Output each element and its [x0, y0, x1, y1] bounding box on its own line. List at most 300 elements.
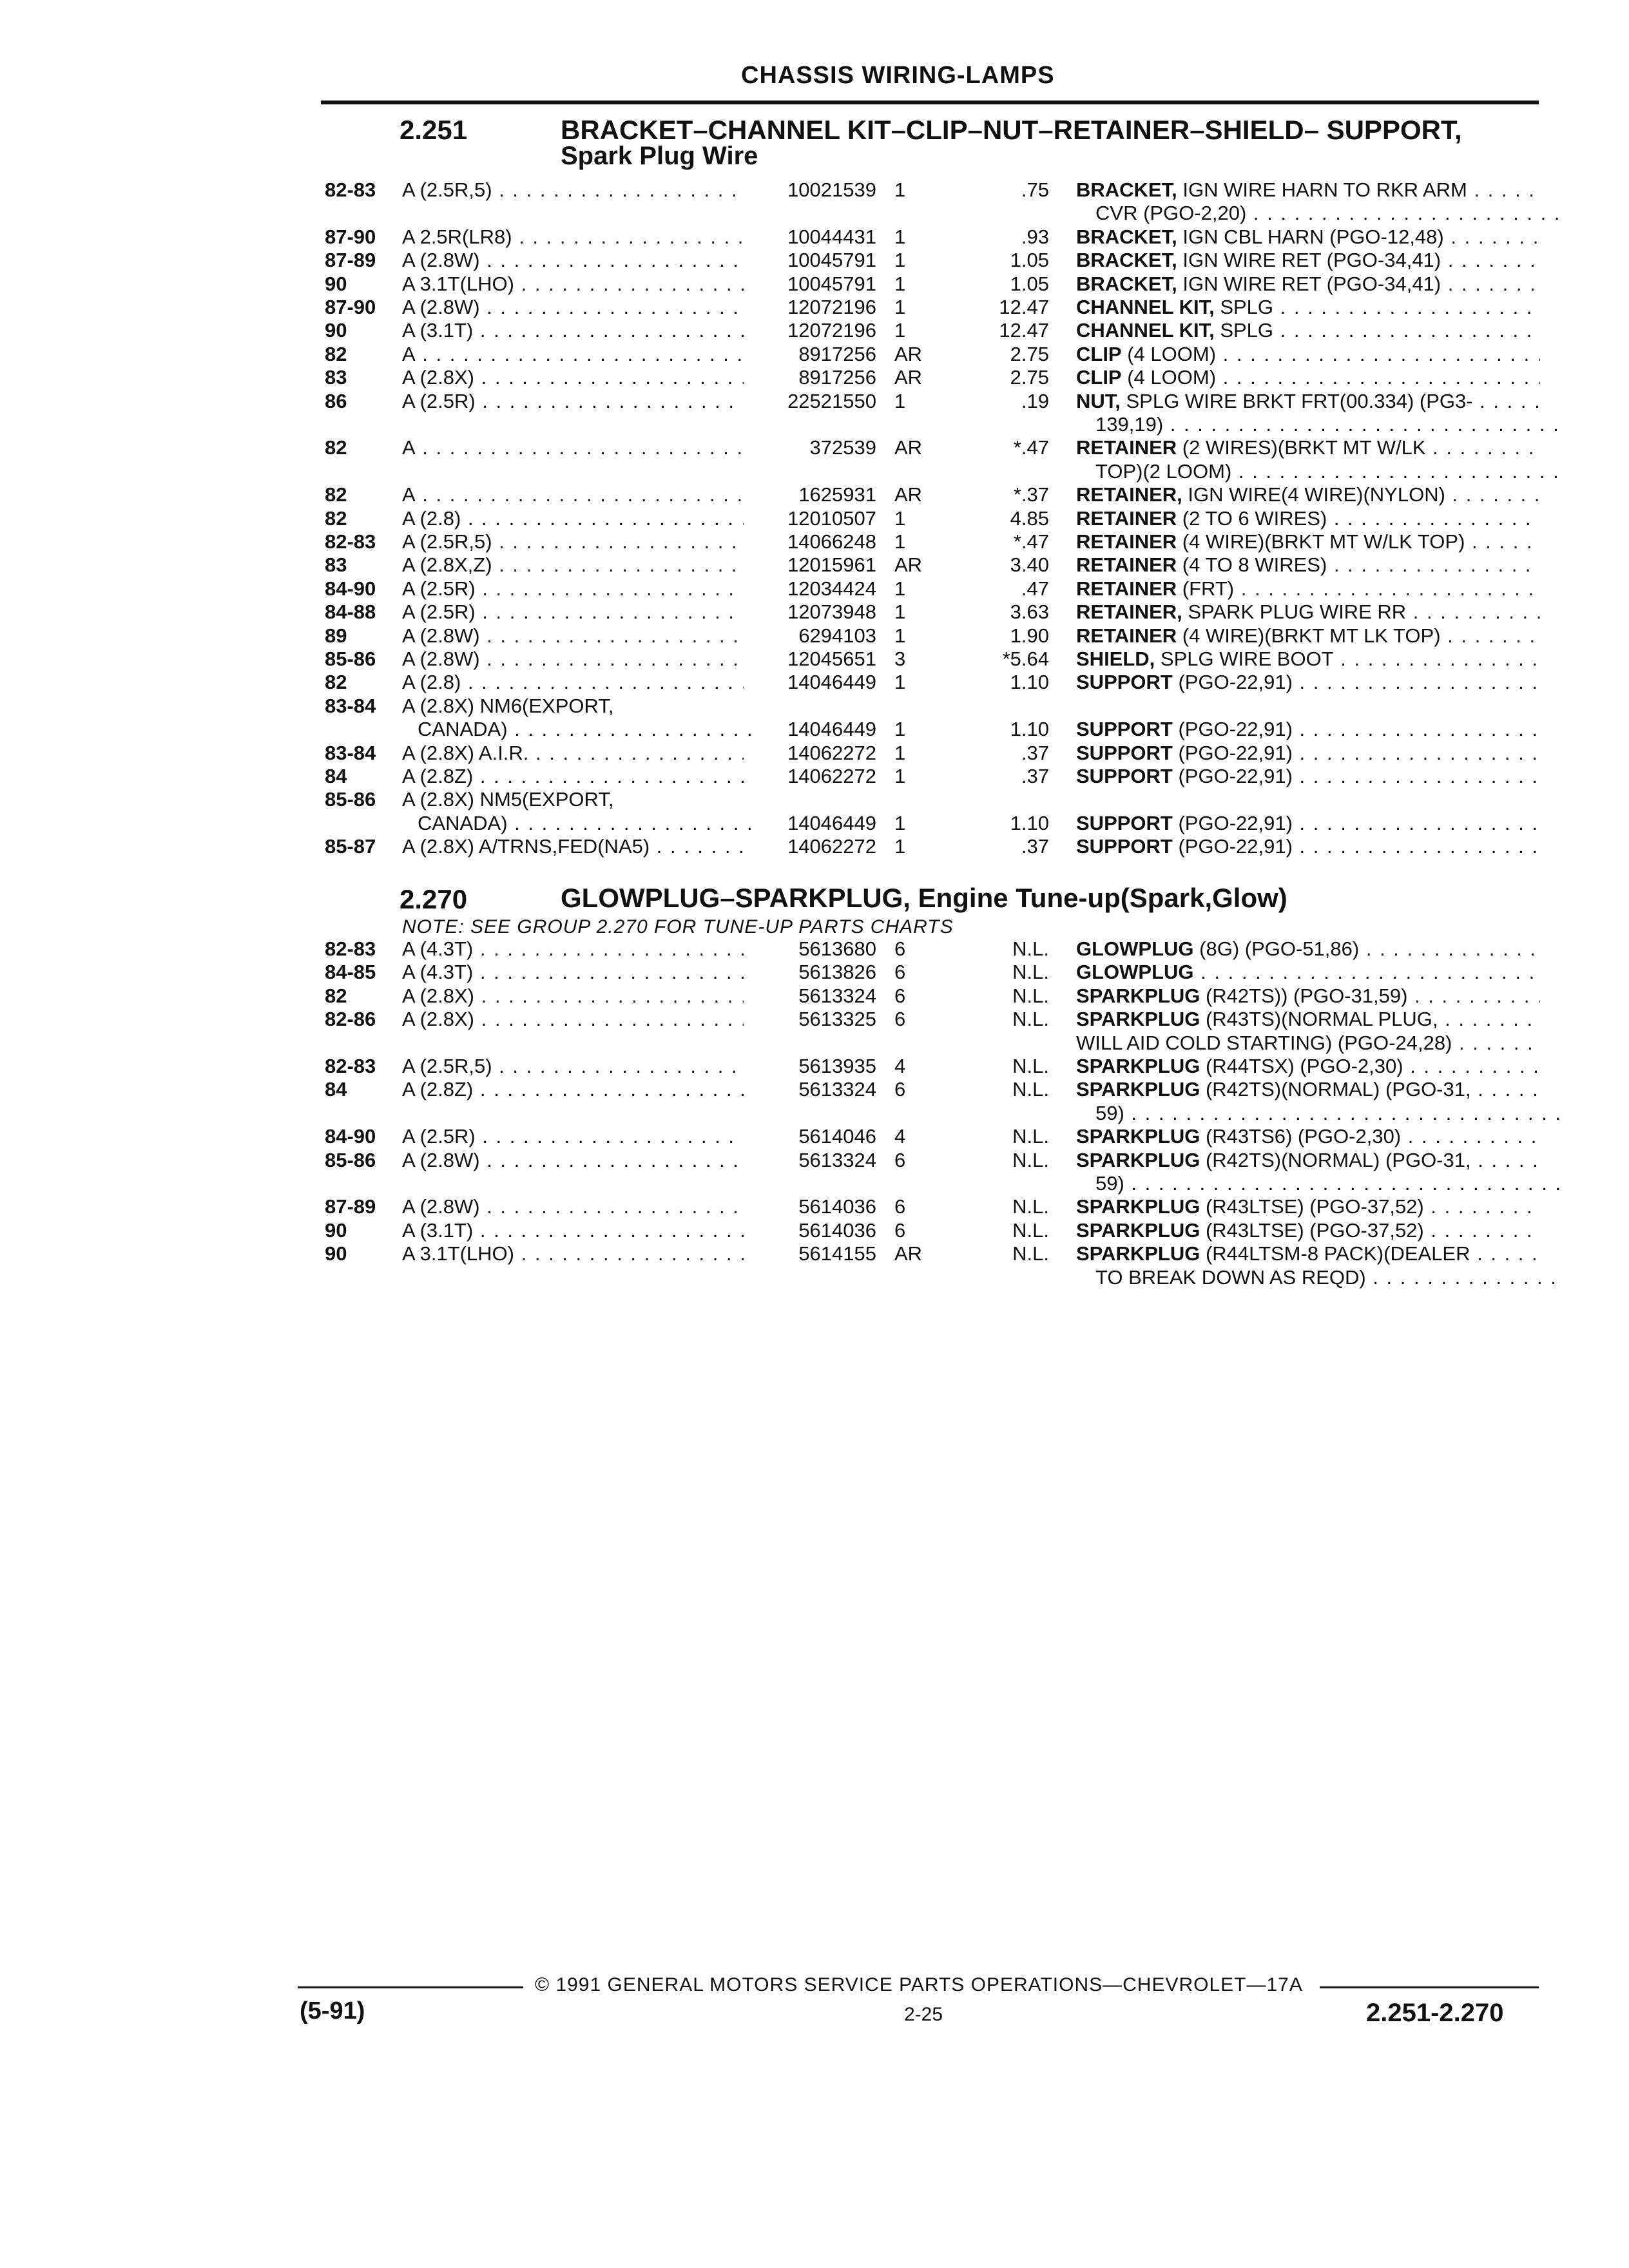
part-description: [1076, 249, 1540, 272]
price: 1.05: [1010, 249, 1049, 272]
part-name: SPARKPLUG: [1076, 1218, 1200, 1242]
description-continuation: [0, 1172, 1629, 1195]
part-row: [0, 937, 1629, 961]
quantity: AR: [894, 553, 923, 577]
price: N.L.: [1012, 961, 1049, 984]
part-row: [0, 765, 1629, 788]
application: A (2.8X) . . .: [402, 1008, 744, 1031]
application: A (2.8X) NM6(EXPORT,: [402, 694, 614, 717]
part-name: CHANNEL KIT,: [1076, 296, 1215, 318]
description-continuation: [0, 202, 1629, 225]
quantity: 1: [894, 225, 906, 248]
part-description: [1076, 1008, 1540, 1031]
price: N.L.: [1012, 1148, 1049, 1171]
section-title: [561, 117, 1462, 169]
part-number: 14046449: [787, 811, 876, 834]
part-detail: (R42TS)) (PGO-31,59): [1200, 984, 1408, 1007]
quantity: AR: [894, 483, 923, 506]
quantity: 4: [894, 1055, 906, 1077]
application: A (3.1T) . . .: [402, 319, 744, 342]
part-description: [1076, 343, 1540, 366]
model-years: 82: [325, 342, 347, 365]
part-name: CHANNEL KIT,: [1076, 319, 1215, 342]
part-description: [1076, 483, 1540, 506]
model-years: 90: [325, 272, 347, 295]
part-row: [0, 788, 1629, 811]
part-description: [1076, 718, 1540, 741]
quantity: 1: [894, 741, 906, 764]
part-row: [0, 1078, 1629, 1101]
part-description: [1076, 1078, 1540, 1101]
quantity: 6: [894, 937, 906, 960]
model-years: 82: [325, 506, 347, 530]
part-row: [0, 436, 1629, 459]
part-name: NUT,: [1076, 389, 1121, 412]
quantity: 1: [894, 811, 906, 834]
part-number: 10045791: [787, 272, 876, 295]
quantity: 1: [894, 296, 906, 318]
part-number: 8917256: [798, 342, 876, 365]
description-continuation: [0, 1102, 1629, 1125]
quantity: 1: [894, 671, 906, 694]
price: N.L.: [1012, 1242, 1049, 1265]
part-detail: (R43TS)(NORMAL PLUG,: [1200, 1008, 1438, 1031]
quantity: 1: [894, 249, 906, 272]
part-description: [1076, 985, 1540, 1008]
part-name: SPARKPLUG: [1076, 1195, 1200, 1218]
section-number: 2.251: [400, 115, 468, 145]
part-name: GLOWPLUG: [1076, 937, 1194, 960]
price: 12.47: [999, 319, 1049, 342]
application: A (2.5R) . . .: [402, 390, 744, 413]
section-number: 2.270: [400, 884, 468, 914]
application: A (2.8X,Z) . . .: [402, 553, 744, 577]
part-description: 59) . . .: [1095, 1172, 1559, 1195]
part-description: [1076, 1242, 1540, 1265]
model-years: 84-90: [325, 577, 376, 600]
part-name: SUPPORT: [1076, 835, 1173, 858]
quantity: 1: [894, 272, 906, 295]
part-description: [1076, 742, 1540, 765]
application: A (2.5R,5) . . .: [402, 178, 744, 202]
model-years: 85-87: [325, 835, 376, 858]
part-name: SUPPORT: [1076, 741, 1173, 764]
application: A (2.5R,5) . . .: [402, 530, 744, 553]
part-number: 5613324: [798, 1148, 876, 1171]
price: .75: [1021, 178, 1049, 201]
application: A . . .: [402, 343, 744, 366]
part-row: [0, 1149, 1629, 1172]
model-years: 83: [325, 553, 347, 577]
part-name: BRACKET,: [1076, 178, 1177, 201]
part-number: 12015961: [787, 553, 876, 577]
quantity: 6: [894, 1078, 906, 1101]
part-number: 5614155: [798, 1242, 876, 1265]
part-name: BRACKET,: [1076, 249, 1177, 272]
model-years: 85-86: [325, 648, 376, 670]
part-detail: (PGO-22,91): [1172, 835, 1293, 858]
model-years: 84-88: [325, 601, 376, 624]
part-description: [1076, 226, 1540, 249]
part-detail: (R42TS)(NORMAL) (PGO-31,: [1200, 1148, 1471, 1171]
price: *.37: [1013, 483, 1049, 506]
application: A 2.5R(LR8) . . .: [402, 226, 744, 249]
part-number: 5613826: [798, 961, 876, 984]
part-detail: (4 WIRE)(BRKT MT LK TOP): [1177, 624, 1441, 647]
application: A (2.8X) . . .: [402, 985, 744, 1008]
price: .93: [1021, 225, 1049, 248]
part-row: [0, 577, 1629, 601]
application: CANADA) . . .: [418, 718, 759, 741]
part-name: RETAINER: [1076, 577, 1177, 600]
part-detail: (PGO-22,91): [1172, 671, 1293, 694]
part-number: 22521550: [787, 389, 876, 412]
model-years: 90: [325, 1218, 347, 1242]
application: A . . .: [402, 483, 744, 506]
model-years: 84: [325, 1078, 347, 1101]
part-name: RETAINER: [1076, 436, 1177, 459]
section-note: NOTE: SEE GROUP 2.270 FOR TUNE-UP PARTS CHARTS: [402, 916, 954, 937]
part-row: [0, 1055, 1629, 1078]
header-rule: [321, 101, 1539, 104]
part-detail: (PGO-22,91): [1172, 811, 1293, 834]
model-years: 86: [325, 389, 347, 412]
part-detail: (4 TO 8 WIRES): [1177, 553, 1327, 577]
application: A (2.8X) NM5(EXPORT,: [402, 788, 614, 811]
price: 1.10: [1010, 811, 1049, 834]
part-name: RETAINER: [1076, 624, 1177, 647]
part-detail: (FRT): [1177, 577, 1235, 600]
price: *5.64: [1002, 648, 1049, 670]
quantity: 1: [894, 530, 906, 553]
part-description: [1076, 178, 1540, 202]
price: N.L.: [1012, 1195, 1049, 1218]
part-description: [1076, 553, 1540, 577]
part-number: 14062272: [787, 741, 876, 764]
application: A (2.5R) . . .: [402, 577, 744, 601]
part-name: SUPPORT: [1076, 765, 1173, 787]
part-number: 14062272: [787, 765, 876, 787]
quantity: 1: [894, 601, 906, 624]
model-years: 82: [325, 483, 347, 506]
footer-page-number: 2-25: [904, 2004, 943, 2025]
part-description: [1076, 366, 1540, 389]
part-name: SUPPORT: [1076, 811, 1173, 834]
part-detail: (R43LTSE) (PGO-37,52): [1200, 1195, 1424, 1218]
application: A (2.8W) . . .: [402, 624, 744, 648]
model-years: 87-90: [325, 296, 376, 318]
part-row: [0, 961, 1629, 984]
part-description: [1076, 273, 1540, 296]
part-name: SPARKPLUG: [1076, 1242, 1200, 1265]
model-years: 82: [325, 984, 347, 1007]
application: A (2.8) . . .: [402, 507, 744, 530]
model-years: 84-90: [325, 1125, 376, 1148]
part-row: [0, 601, 1629, 624]
price: .37: [1021, 765, 1049, 787]
part-number: 5613324: [798, 1078, 876, 1101]
part-row: [0, 648, 1629, 671]
part-row: [0, 742, 1629, 765]
quantity: 6: [894, 1008, 906, 1031]
application: A (2.8X) A.I.R. . . .: [402, 742, 744, 765]
part-row: [0, 1219, 1629, 1242]
part-number: 372539: [809, 436, 876, 459]
price: N.L.: [1012, 1125, 1049, 1148]
part-name: GLOWPLUG: [1076, 961, 1194, 984]
part-detail: (PGO-22,91): [1172, 718, 1293, 741]
footer-rule-left: [298, 1986, 523, 1988]
quantity: 1: [894, 718, 906, 741]
price: 1.10: [1010, 671, 1049, 694]
price: 2.75: [1010, 366, 1049, 389]
part-description: [1076, 765, 1540, 788]
price: 1.05: [1010, 272, 1049, 295]
part-number: 10045791: [787, 249, 876, 272]
part-description: [1076, 319, 1540, 342]
model-years: 82-83: [325, 530, 376, 553]
part-description: [1076, 937, 1540, 961]
part-detail: (PGO-22,91): [1172, 765, 1293, 787]
description-continuation: [0, 1266, 1629, 1289]
part-description: [1076, 530, 1540, 553]
application: A (2.8W) . . .: [402, 1149, 744, 1172]
part-detail: SPLG: [1214, 296, 1274, 318]
part-row: [0, 249, 1629, 272]
part-row: [0, 273, 1629, 296]
part-row: [0, 1242, 1629, 1265]
quantity: 6: [894, 1148, 906, 1171]
part-row: [0, 812, 1629, 835]
part-detail: (2 TO 6 WIRES): [1177, 506, 1327, 530]
model-years: 84-85: [325, 961, 376, 984]
part-row: [0, 985, 1629, 1008]
section-title-text: BRACKET–CHANNEL KIT–CLIP–NUT–RETAINER–SHIELD– SUPPORT,: [561, 115, 1462, 145]
description-continuation: [0, 413, 1629, 436]
part-number: 8917256: [798, 366, 876, 389]
model-years: 82: [325, 436, 347, 459]
price: 1.90: [1010, 624, 1049, 647]
part-row: [0, 624, 1629, 648]
application: A (2.8) . . .: [402, 671, 744, 694]
quantity: 6: [894, 961, 906, 984]
part-name: RETAINER: [1076, 506, 1177, 530]
price: 3.40: [1010, 553, 1049, 577]
model-years: 87-89: [325, 1195, 376, 1218]
footer-rule-right: [1320, 1986, 1539, 1988]
part-detail: (8G) (PGO-51,86): [1193, 937, 1360, 960]
application: A (2.8Z) . . .: [402, 765, 744, 788]
application: A (2.8W) . . .: [402, 296, 744, 319]
part-row: [0, 1008, 1629, 1031]
model-years: 82: [325, 671, 347, 694]
part-description: [1076, 1195, 1540, 1218]
part-detail: (4 LOOM): [1121, 342, 1217, 365]
part-number: 5613325: [798, 1008, 876, 1031]
price: .19: [1021, 389, 1049, 412]
part-detail: SPLG WIRE BRKT FRT(00.334) (PG3-: [1120, 389, 1473, 412]
part-row: [0, 178, 1629, 202]
price: N.L.: [1012, 984, 1049, 1007]
part-name: RETAINER: [1076, 553, 1177, 577]
part-name: SPARKPLUG: [1076, 1055, 1200, 1077]
part-name: BRACKET,: [1076, 272, 1177, 295]
model-years: 82-83: [325, 937, 376, 960]
part-number: 14062272: [787, 835, 876, 858]
quantity: 6: [894, 1218, 906, 1242]
model-years: 85-86: [325, 1148, 376, 1171]
part-number: 1625931: [798, 483, 876, 506]
part-detail: SPARK PLUG WIRE RR: [1182, 601, 1407, 624]
part-row: [0, 553, 1629, 577]
part-row: [0, 671, 1629, 694]
quantity: 1: [894, 577, 906, 600]
part-number: 5614046: [798, 1125, 876, 1148]
part-row: [0, 530, 1629, 553]
part-description: [1076, 436, 1540, 459]
price: 12.47: [999, 296, 1049, 318]
part-detail: (R43LTSE) (PGO-37,52): [1200, 1218, 1424, 1242]
application: A (2.5R,5) . . .: [402, 1055, 744, 1078]
part-description: [1076, 671, 1540, 694]
part-number: 6294103: [798, 624, 876, 647]
part-name: RETAINER,: [1076, 601, 1182, 624]
application: A (2.8W) . . .: [402, 1195, 744, 1218]
part-number: 5614036: [798, 1195, 876, 1218]
part-detail: (PGO-22,91): [1172, 741, 1293, 764]
part-description: [1076, 1125, 1540, 1148]
application: A (2.5R) . . .: [402, 1125, 744, 1148]
part-description: [1076, 961, 1540, 984]
part-detail: (R44LTSM-8 PACK)(DEALER: [1200, 1242, 1470, 1265]
part-detail: (4 LOOM): [1121, 366, 1217, 389]
part-description: [1076, 577, 1540, 601]
part-description: WILL AID COLD STARTING) (PGO-24,28) . . .: [1076, 1032, 1540, 1055]
part-name: CLIP: [1076, 342, 1122, 365]
page-header: CHASSIS WIRING-LAMPS: [741, 62, 1055, 89]
application: A (3.1T) . . .: [402, 1219, 744, 1242]
price: *.47: [1013, 436, 1049, 459]
quantity: 1: [894, 624, 906, 647]
part-number: 5613935: [798, 1055, 876, 1077]
part-number: 12010507: [787, 506, 876, 530]
quantity: AR: [894, 342, 923, 365]
part-name: SPARKPLUG: [1076, 1078, 1200, 1101]
price: 4.85: [1010, 506, 1049, 530]
application: A 3.1T(LHO) . . .: [402, 1242, 744, 1265]
part-row: [0, 343, 1629, 366]
model-years: 85-86: [325, 788, 376, 811]
part-number: 5613680: [798, 937, 876, 960]
part-name: SHIELD,: [1076, 648, 1155, 670]
part-description: [1076, 835, 1540, 858]
part-name: CLIP: [1076, 366, 1122, 389]
part-name: BRACKET,: [1076, 225, 1177, 248]
application: A (2.8X) . . .: [402, 366, 744, 389]
quantity: 6: [894, 984, 906, 1007]
application: A . . .: [402, 436, 744, 459]
section-subtitle: Spark Plug Wire: [561, 142, 758, 170]
part-row: [0, 835, 1629, 858]
price: .37: [1021, 835, 1049, 858]
part-description: [1076, 648, 1540, 671]
quantity: 6: [894, 1195, 906, 1218]
price: N.L.: [1012, 1218, 1049, 1242]
model-years: 82-83: [325, 178, 376, 201]
model-years: 90: [325, 1242, 347, 1265]
quantity: 1: [894, 178, 906, 201]
quantity: 1: [894, 506, 906, 530]
part-row: [0, 226, 1629, 249]
footer-copyright: © 1991 GENERAL MOTORS SERVICE PARTS OPERATIONS—CHEVROLET—17A: [535, 1974, 1303, 1995]
part-detail: (R42TS)(NORMAL) (PGO-31,: [1200, 1078, 1471, 1101]
part-description: [1076, 296, 1540, 319]
part-description: TOP)(2 LOOM) . . .: [1095, 460, 1559, 483]
model-years: 89: [325, 624, 347, 647]
part-description: [1076, 1219, 1540, 1242]
part-detail: SPLG WIRE BOOT: [1155, 648, 1334, 670]
part-description: [1076, 1055, 1540, 1078]
part-description: 59) . . .: [1095, 1102, 1559, 1125]
application: A (2.5R) . . .: [402, 601, 744, 624]
quantity: 3: [894, 648, 906, 670]
part-detail: (4 WIRE)(BRKT MT W/LK TOP): [1177, 530, 1465, 553]
part-description: [1076, 624, 1540, 648]
part-detail: (R43TS6) (PGO-2,30): [1200, 1125, 1402, 1148]
part-row: [0, 483, 1629, 506]
price: 3.63: [1010, 601, 1049, 624]
footer-section-range: 2.251-2.270: [1366, 1999, 1504, 2027]
part-number: 12072196: [787, 296, 876, 318]
price: 1.10: [1010, 718, 1049, 741]
part-row: [0, 1125, 1629, 1148]
part-description: CVR (PGO-2,20) . . .: [1095, 202, 1559, 225]
part-name: SUPPORT: [1076, 718, 1173, 741]
part-row: [0, 718, 1629, 741]
part-number: 12073948: [787, 601, 876, 624]
part-name: SPARKPLUG: [1076, 1008, 1200, 1031]
part-description: [1076, 390, 1540, 413]
part-row: [0, 507, 1629, 530]
part-row: [0, 296, 1629, 319]
model-years: 84: [325, 765, 347, 787]
model-years: 82-86: [325, 1008, 376, 1031]
part-row: [0, 366, 1629, 389]
part-number: 12072196: [787, 319, 876, 342]
model-years: 90: [325, 319, 347, 342]
price: N.L.: [1012, 1055, 1049, 1077]
part-number: 14066248: [787, 530, 876, 553]
part-detail: IGN CBL HARN (PGO-12,48): [1177, 225, 1444, 248]
price: N.L.: [1012, 1008, 1049, 1031]
footer-date: (5-91): [300, 1997, 365, 2024]
part-number: 12045651: [787, 648, 876, 670]
application: A (2.8W) . . .: [402, 648, 744, 671]
part-number: 10044431: [787, 225, 876, 248]
part-row: [0, 319, 1629, 342]
part-name: SPARKPLUG: [1076, 1148, 1200, 1171]
model-years: 82-83: [325, 1055, 376, 1077]
application: A (4.3T) . . .: [402, 937, 744, 961]
part-detail: IGN WIRE RET (PGO-34,41): [1177, 272, 1441, 295]
part-name: SUPPORT: [1076, 671, 1173, 694]
part-name: RETAINER: [1076, 530, 1177, 553]
part-number: 12034424: [787, 577, 876, 600]
part-name: SPARKPLUG: [1076, 984, 1200, 1007]
price: .47: [1021, 577, 1049, 600]
application: A (2.8W) . . .: [402, 249, 744, 272]
quantity: 1: [894, 765, 906, 787]
